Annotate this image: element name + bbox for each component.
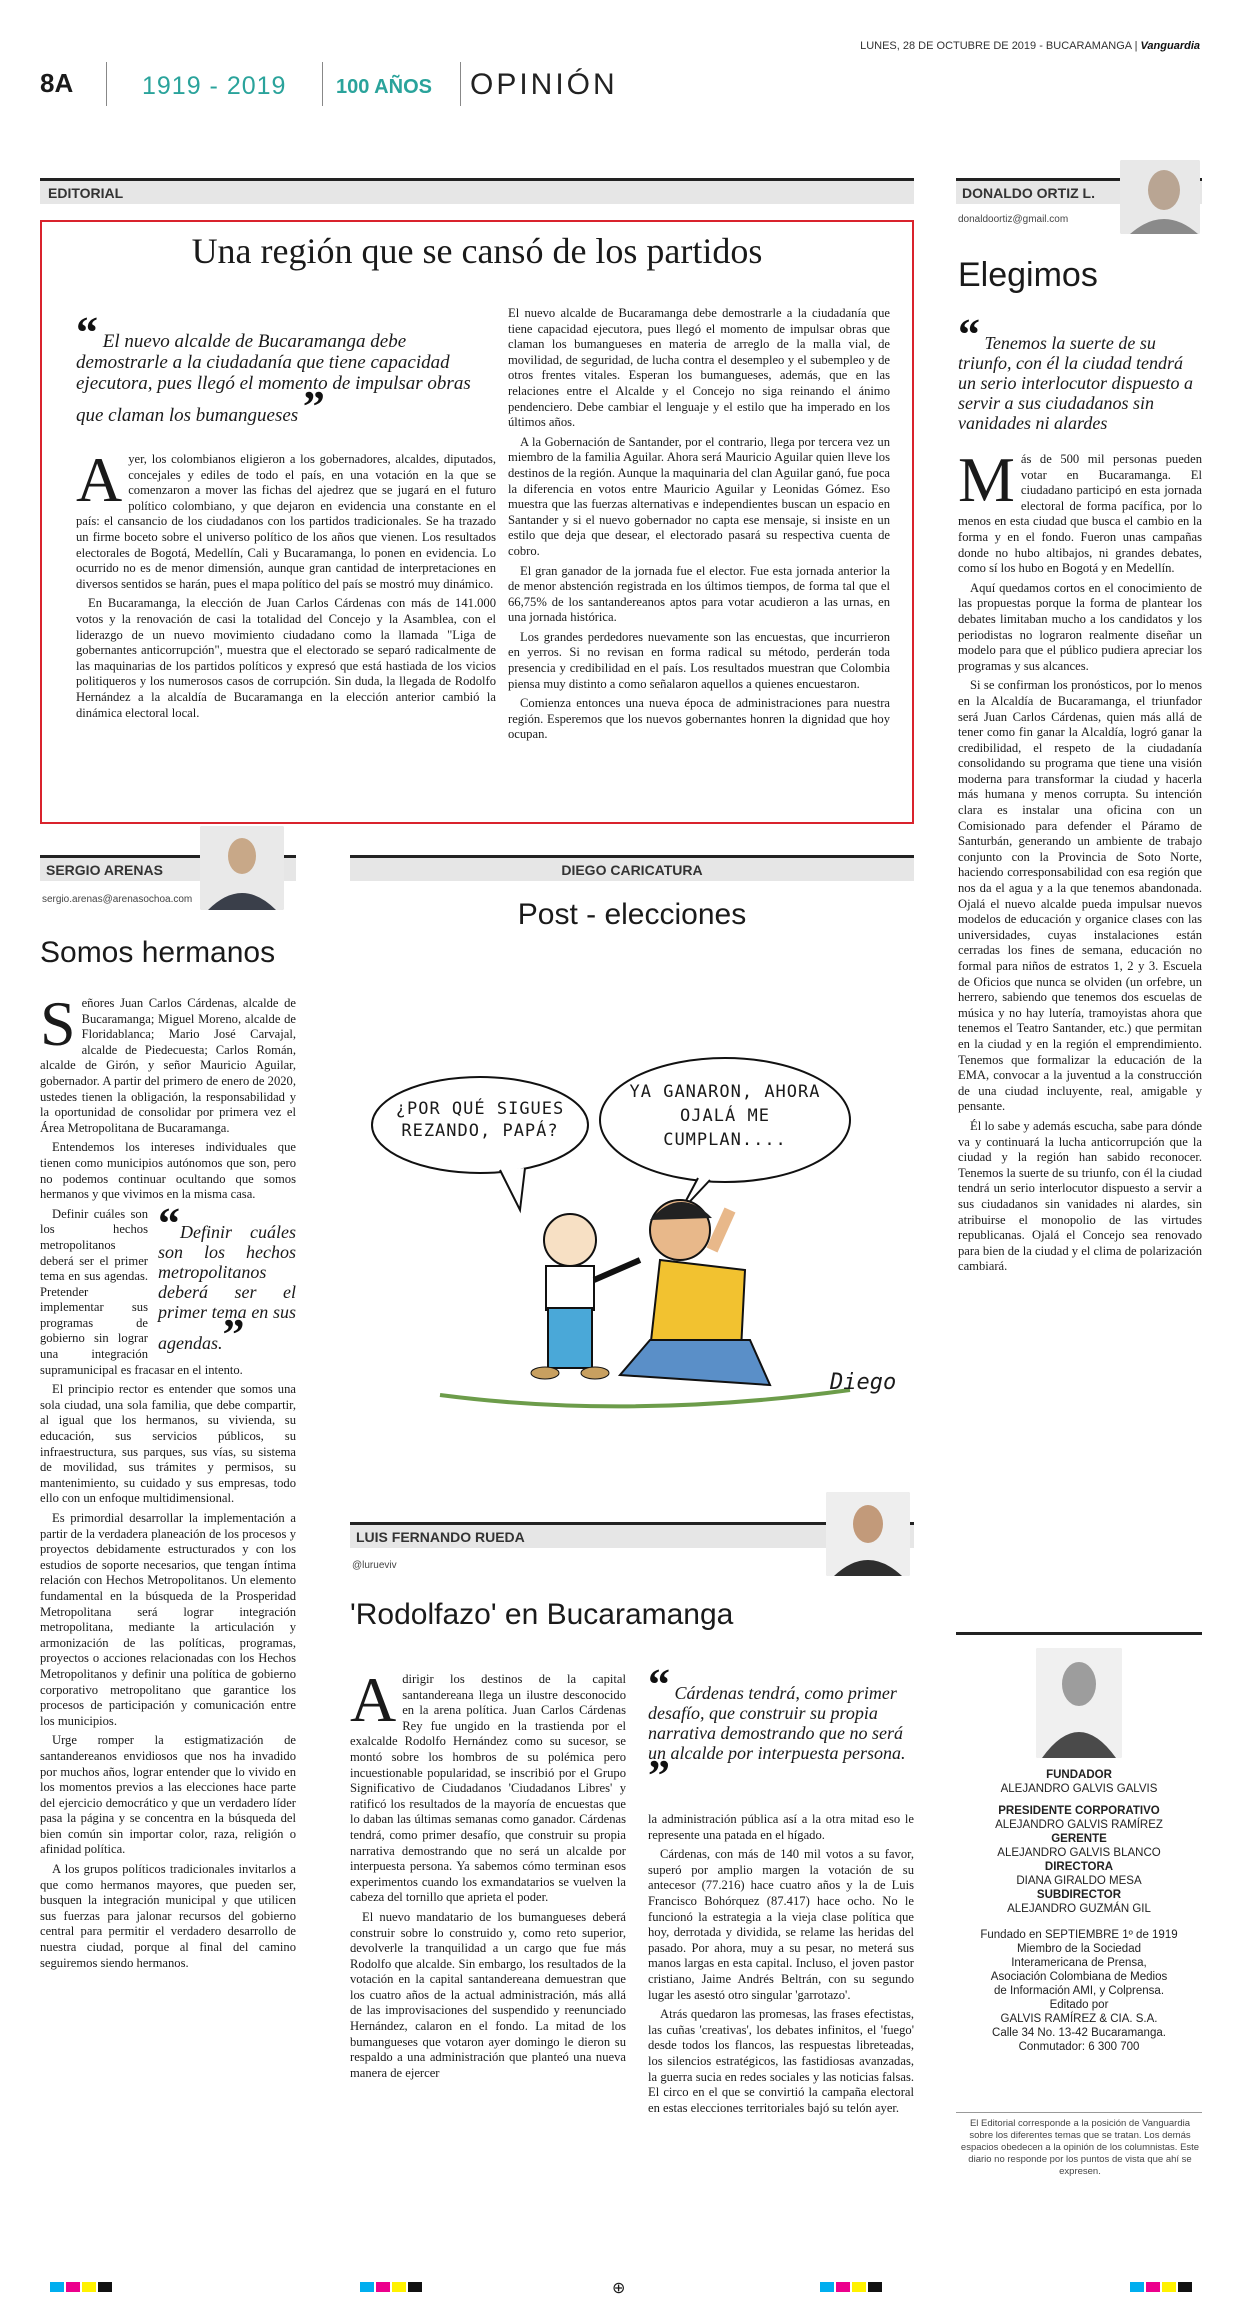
page-header [40, 40, 1200, 110]
sergio-avatar [200, 826, 284, 910]
bubble-left-text: ¿POR QUÉ SIGUES REZANDO, PAPÁ? [395, 1099, 565, 1141]
registration-mark [852, 2282, 866, 2292]
cartoonist-signature: Diego [830, 1370, 897, 1395]
editorial-para: El gran ganador de la jornada fue el elector. Fue esta jornada anterior la de menor abstención registrada en los últimos tiempos, de forma tal que el 66,75% de los santandereanos aptos para votar acudieron a las urnas, en una jornada histórica. [508, 563, 890, 625]
close-quote-icon: ” [302, 382, 325, 431]
date-line [860, 40, 1200, 52]
editorial-col-2 [508, 306, 890, 747]
header-divider-2 [322, 62, 323, 106]
directora-label: DIRECTORA [1044, 1861, 1114, 1873]
registration-mark [820, 2282, 834, 2292]
editorial-label: EDITORIAL [48, 185, 124, 201]
portrait-icon [1120, 160, 1200, 234]
disclaimer: El Editorial corresponde a la posición de Vanguardia sobre los diferentes temas que se tratan. Los demás espacios obedecen a la opinión de los columnistas. Este diario no responde por los puntos de vista que ahí se expresen. [960, 2118, 1200, 2177]
caricatura-label-bar [350, 855, 914, 881]
sergio-para [40, 988, 296, 1136]
open-quote-icon: “ [958, 310, 980, 359]
anniversary-logo [336, 68, 432, 100]
registration-mark [1162, 2282, 1176, 2292]
registration-mark [50, 2282, 64, 2292]
open-quote-icon: “ [158, 1198, 180, 1248]
registration-mark [1130, 2282, 1144, 2292]
registration-mark [1146, 2282, 1160, 2292]
donaldo-email[interactable]: donaldoortiz@gmail.com [958, 214, 1069, 225]
directora-name: DIANA GIRALDO MESA [1016, 1875, 1142, 1887]
editorial-para: En Bucaramanga, la elección de Juan Carlos Cárdenas con más de 141.000 votos y la renovación de casi la totalidad del Concejo y la Asamblea, con el liderazgo de un nuevo movimiento ciudadano como la llamada "Liga de gobernantes anticorrupción", muestra que el electorado se separó radicalmente de las maquinarias de los partidos políticos y expresó que está hastiada de los vicios politiqueros y los numerosos casos de corrupción. Sin duda, la llegada de Rodolfo Hernández a la alcaldía de Bucaramanga en la elección anterior cambió la dinámica electoral local. [76, 596, 496, 720]
registration-mark [66, 2282, 80, 2292]
masthead-rule [956, 1632, 1202, 1635]
disclaimer-rule [956, 2112, 1202, 2113]
date-text: LUNES, 28 DE OCTUBRE DE 2019 - BUCARAMANGA [860, 40, 1132, 52]
rueda-dropcap: A [350, 1664, 397, 1735]
donaldo-para: Él lo sabe y además escucha, sabe para dónde va y continuará la lucha anticorrupción que la ciudad y la región han sabido reconocer. Tenemos la suerte de su triunfo, con él la ciudad tendrá un serio interlocutor dispuesto a servir a sus ciudadanos sin vanidades ni alardes, sin atribuirse el monopolio de las virtudes republicanas. Ojalá el Concejo sea renovado para bien de la ciudad y el clima de polarización cambiará. [958, 1118, 1202, 1274]
registration-mark [408, 2282, 422, 2292]
donaldo-label: DONALDO ORTIZ L. [962, 185, 1095, 201]
registration-strip [40, 2278, 1200, 2297]
founder-photo [1036, 1648, 1122, 1758]
member-line: Asociación Colombiana de Medios [990, 1971, 1168, 1983]
sergio-dropcap: S [40, 988, 76, 1059]
rueda-label: LUIS FERNANDO RUEDA [356, 1529, 525, 1545]
bubble-right-text: YA GANARON, AHORA OJALÁ ME CUMPLAN.... [629, 1082, 821, 1150]
rueda-para-text: dirigir los destinos de la capital santandereana llega un ilustre desconocido en la arena política. Juan Carlos Cárdenas Rey fue ungido en la trastienda por el exalcalde Rodolfo Hernández como su sucesor, se montó sobre los hombros de su polémica pero incuestionable popularidad, se inscribió por el Grupo Significativo de Ciudadanos 'Ciudadanos Libres' y ratificó los resultados de la mayoría de encuestas que lo daban las últimas semanas como ganador. Cárdenas tendrá, como primer desafío, que construir su propia narrativa demostrando que no será un alcalde por interpuesta persona. Ya sabemos cómo terminan esos experimentos cuando los exmandatarios se vuelven la cabeza del tornillo que aprieta el poder. [350, 1672, 626, 1905]
phone-line: Conmutador: 6 300 700 [1018, 2041, 1140, 2053]
registration-mark [360, 2282, 374, 2292]
page-number: 8A [40, 68, 74, 98]
donaldo-body [958, 444, 1202, 1279]
rueda-col-1 [350, 1664, 626, 2085]
editor-line: Editado por [1049, 1999, 1109, 2011]
sergio-email[interactable]: sergio.arenas@arenasochoa.com [42, 894, 193, 905]
donaldo-dropcap: M [958, 444, 1015, 515]
registration-mark [376, 2282, 390, 2292]
sergio-quote-text: Definir cuáles son los hechos metropolitanos deberá ser el primer tema en sus agendas. [158, 1221, 296, 1353]
registration-mark [868, 2282, 882, 2292]
sergio-para: El principio rector es entender que somos una sola ciudad, una sola familia, que debe compartir, al igual que los hermanos, su vivienda, su educación, sus servicios públicos, su infraestructura, sus parques, sus vías, su sistema de movilidad, sus trámites y permisos, su mantenimiento, su cuidado y sus empresas, todo ello con un enfoque multidimensional. [40, 1382, 296, 1506]
member-line: de Información AMI, y Colprensa. [993, 1985, 1165, 1997]
close-quote-icon: ” [222, 1309, 245, 1359]
gerente-name: ALEJANDRO GALVIS BLANCO [997, 1847, 1161, 1859]
separator: | [1134, 40, 1141, 52]
rueda-para: Atrás quedaron las promesas, las frases efectistas, las cuñas 'creativas', los debates infinitos, el 'fuego' desde todos los flancos, las respuestas libreteadas, los silencios estratégicos, las fastidiosas avanzadas, la guerra sucia en redes sociales y las noticias falsas. El circo en el que se convirtió la campaña electoral en estas elecciones territoriales bajó su telón ayer. [648, 2007, 914, 2115]
sergio-para-text: eñores Juan Carlos Cárdenas, alcalde de Bucaramanga; Miguel Moreno, alcalde de Floridablanca; Mario José Carvajal, alcalde de Piedecuesta; Carlos Román, alcalde de Girón, y señor Mauricio Aguilar, gobernador. A partir del primero de enero de 2020, ustedes tienen la obligación, la responsabilidad y la oportunidad de consolidar por primera vez el Área Metropolitana de Bucaramanga. [40, 996, 296, 1135]
rueda-para: la administración pública así a la otra mitad eso le represente una patada en el hígado. [648, 1812, 914, 1842]
header-divider [106, 62, 107, 106]
open-quote-icon: “ [76, 308, 98, 357]
registration-mark [392, 2282, 406, 2292]
sergio-para: Entendemos los intereses individuales que tienen como municipios autónomos que son, pero no podemos continuar ocultando que somos hermanos y que vivimos en la misma casa. [40, 1140, 296, 1202]
sergio-para: Urge romper la estigmatización de santandereanos envidiosos que nos ha invadido por muchos años, lograr entender que lo vivido en los momentos previos a las elecciones hace parte del ejercicio democrático y que un verdadero líder pasa la página y se concentra en la búsqueda del bien común sin importar color, raza, religión o afinidad política. [40, 1733, 296, 1857]
gerente-label: GERENTE [1051, 1833, 1107, 1845]
donaldo-para: Si se confirman los pronósticos, por lo menos en la Alcaldía de Bucaramanga, el triunfador será Juan Carlos Cárdenas, quien más allá de tener como fin ganar la Alcaldía, logró ganar la credibilidad, el respeto de la ciudadanía consolidando su programa que tiene una visión moderna para transformar la ciudad y hacerla más humana y menos corrupta. Su intención clara es instalar una oficina con un Comisionado para defender el Páramo de Santurbán, generando un ambiente de trabajo conjunto con la Provincia de Soto Norte, haciendo corresponsabilidad con esa región que nos da el agua y a la que tenemos abandonada. Ojalá el nuevo alcalde pueda impulsar nuevos modelos de educación y organice clases con las universidades, cuyas instalaciones están cerradas los fines de semana, educación no formal para niños de estratos 1, 2 y 3. Escuela de Oficios que nunca se olviden (un orfebre, un herrero, sabiendo que tenemos dos escuelas de música y no hay lutería, tramoyistas ahora que tenemos el Teatro Santander, etc.) que permitan en la ciudad y en la región el emprendimiento. Tenemos que formalizar la educación de la EMA, convocar a la juventud a la construcción de una ciudad incluyente, real, amigable y pensante. [958, 678, 1202, 1114]
editorial-para: Comienza entonces una nueva época de administraciones para nuestra región. Esperemos que los nuevos gobernantes honren la dignidad que hoy ocupan. [508, 696, 890, 742]
rueda-quote-text: Cárdenas tendrá, como primer desafío, que construir su propia narrativa demostrando que no será un alcalde por interpuesta persona. [648, 1683, 906, 1763]
registration-mark [836, 2282, 850, 2292]
editorial-para: El nuevo alcalde de Bucaramanga debe demostrarle a la ciudadanía que tiene capacidad ejecutora, pues llegó el momento de impulsar obras que claman los bumangueses en materia de arreglo de la malla vial, de movilidad, de seguridad, de lucha contra el desempleo y el subempleo y de otros frentes vitales. Esperan los bumangueses, además, que en las relaciones entre el Alcalde y el Concejo no siga reinando el ánimo pendenciero. Debe cambiar el lenguaje y el estilo que ha imperado en los últimos años. [508, 306, 890, 430]
rueda-avatar [826, 1492, 910, 1576]
editorial-label-bar [40, 178, 914, 204]
rueda-para [350, 1664, 626, 1906]
editorial-quote-text: El nuevo alcalde de Bucaramanga debe demostrarle a la ciudadanía que tiene capacidad ejecutora, pues llegó el momento de impulsar obras que claman los bumangueses [76, 331, 471, 426]
donaldo-para: Aquí quedamos cortos en el conocimiento de las propuestas porque la forma de plantear los debates limitaban mucho a los candidatos y los periodistas no lograron realmente diseñar un modelo para que el público pudiera apreciar los programas y sus alcances. [958, 580, 1202, 673]
donaldo-avatar [1120, 160, 1200, 234]
editorial-pull-quote [76, 308, 476, 431]
sergio-para: Es primordial desarrollar la implementación a partir de la verdadera planeación de los procesos y proyectos debidamente estructurados y con los estudios de soporte necesarios, que tengan íntima relación con Hechos Metropolitanos. Un elemento fundamental en la búsqueda de la Prosperidad Metropolitana será lograr integración metropolitana, mediante la articulación y armonización de las políticas, programas, proyectos o acciones relacionadas con los Hechos Metropolitanos y definir una política de gobierno corporativo metropolitano que garantice los procesos de participación y comunicación entre los municipios. [40, 1511, 296, 1728]
sergio-para: A los grupos políticos tradicionales invitarlos a que como hermanos mayores, que pueden ser, busquen la integración municipal y que utilicen sus fuerzas para jalonar recursos del gobierno central para permitir el verdadero desarrollo de nuestra ciudad, porque al final del camino seguiremos siendo hermanos. [40, 1862, 296, 1970]
subdirector-label: SUBDIRECTOR [1036, 1889, 1122, 1901]
donaldo-pull-quote [958, 310, 1202, 433]
editorial-para: A la Gobernación de Santander, por el contrario, llega por tercera vez un miembro de la familia Aguilar. Ahora será Mauricio Aguilar quien lleve los destinos de la región. Aunque la maquinaria del clan Aguilar ganó, fue poca la diferencia en votos entre Mauricio Aguilar y Leonidas Gómez. Eso muestra que las fuerzas alternativas e independientes buscan un espacio en Santander y si el nuevo gobernador no capta ese mensaje, si insiste en un estilo que deja que desear, el electorado pasará su respectiva cuenta de cobro. [508, 434, 890, 558]
editor-line: GALVIS RAMÍREZ & CIA. S.A. [1000, 2013, 1158, 2025]
section-title: OPINIÓN [470, 68, 618, 101]
rueda-handle[interactable]: @lurueviv [352, 1560, 397, 1571]
address-line: Calle 34 No. 13-42 Bucaramanga. [992, 2027, 1166, 2039]
fundador-name: ALEJANDRO GALVIS GALVIS [1000, 1783, 1158, 1795]
sergio-para-text: Definir cuáles son los hechos metropolitanos deberá ser el primer tema en sus agendas. Pretender implementar sus programas de gobierno sin lograr una integración supramunicipal es fracasar en el intento. [40, 1206, 243, 1377]
sergio-label: SERGIO ARENAS [46, 862, 163, 878]
founder-portrait-icon [1036, 1648, 1122, 1758]
donaldo-headline: Elegimos [958, 256, 1098, 294]
rueda-pull-quote [648, 1660, 914, 1800]
editorial-box [40, 220, 914, 824]
registration-mark [1178, 2282, 1192, 2292]
editorial-para: Los grandes perdedores nuevamente son las encuestas, que incurrieron en yerros. Si no revisan en forma radical su método, perderán toda presencia y credibilidad en el país. Los resultados muestran que Colombia piensa muy distinto a como señalaron aquellos a quienes encuestaron. [508, 629, 890, 691]
registration-mark [98, 2282, 112, 2292]
member-line: Miembro de la Sociedad [1016, 1943, 1141, 1955]
fundador-label: FUNDADOR [1046, 1769, 1112, 1781]
caricatura-label: DIEGO CARICATURA [561, 862, 703, 878]
presidente-label: PRESIDENTE CORPORATIVO [998, 1805, 1160, 1817]
header-divider-3 [460, 62, 461, 106]
portrait-icon [200, 826, 284, 910]
editorial-col-1 [76, 444, 496, 725]
caricatura-headline: Post - elecciones [517, 898, 747, 931]
editorial-headline: Una región que se cansó de los partidos [191, 231, 763, 271]
rueda-para: Cárdenas, con más de 140 mil votos a su favor, superó por amplio margen la votación de su antecesor (77.216) hace cuatro años y la de Luis Francisco Bohórquez (87.417) hace ocho. No le funcionó la estrategia a la vieja clase política que hoy, derrotada y dividida, se relame las heridas del pasado. Por ahora, muy a su pesar, no meterá sus manos largas en esta capital. Incluso, el joven pastor cristiano, Jaime Andrés Beltrán, con su segundo lugar les asestó otro singular 'garrotazo'. [648, 1847, 914, 2002]
donaldo-quote-text: Tenemos la suerte de su triunfo, con él la ciudad tendrá un serio interlocutor dispuesto a servir a sus ciudadanos sin vanidades ni alardes [958, 333, 1193, 433]
sergio-body [40, 988, 296, 1975]
presidente-name: ALEJANDRO GALVIS RAMÍREZ [995, 1819, 1163, 1831]
rueda-headline: 'Rodolfazo' en Bucaramanga [350, 1598, 734, 1631]
editorial-dropcap: A [76, 444, 123, 515]
sergio-pull-quote [158, 1198, 296, 1359]
sergio-para [40, 1198, 296, 1379]
close-quote-icon: ” [648, 1751, 670, 1800]
editorial-para-text: yer, los colombianos eligieron a los gobernadores, alcaldes, diputados, concejales y ediles de todo el país, en una votación en la que se comenzaron a mover las fichas del ajedrez que se jugará en el futuro político colombiano, y que dejaron en evidencia una constante en el país: el cansancio de los ciudadanos con los partidos tradicionales. Se ha trazado un firme boceto sobre el universo político de los años que vienen. Los resultados electorales de Bogotá, Medellín, Cali y Bucaramanga, lo ponen en evidencia. Lo ocurrido no es de menor dimensión, aunque gran cantidad de interpretaciones en diversos sentidos se harán, pues el mapa político del país se mostró muy dinámico. [76, 452, 496, 591]
anniversary-logo-text: 100 AÑOS [336, 76, 432, 98]
cartoon [350, 1040, 914, 1460]
rueda-col-2 [648, 1812, 914, 2120]
subdirector-name: ALEJANDRO GUZMÁN GIL [1007, 1903, 1151, 1915]
donaldo-para [958, 444, 1202, 577]
founded-line: Fundado en SEPTIEMBRE 1º de 1919 [980, 1929, 1178, 1941]
sergio-headline: Somos hermanos [40, 936, 276, 969]
portrait-icon [826, 1492, 910, 1576]
crosshair-icon: ⊕ [612, 2278, 626, 2297]
registration-mark [82, 2282, 96, 2292]
masthead [956, 1768, 1202, 2054]
donaldo-para-text: ás de 500 mil personas pueden votar en Bucaramanga. El ciudadano participó en esta jornada electoral de forma pacífica, por lo menos en esta ciudad que busca el cambio en la forma y en el fondo. Fueron unas campañas donde no hubo altibajos, ni grandes debates, como sí los hubo en Bogotá y en Medellín. [958, 452, 1202, 576]
editorial-para [76, 444, 496, 592]
brand-logo: Vanguardia [1140, 40, 1200, 52]
rueda-para: El nuevo mandatario de los bumangueses deberá construir sobre lo construido y, como reto superior, devolverle la tranquilidad a un cargo que fue más Rodolfo que alcalde. Sin embargo, los resultados de la votación en la capital santandereana demuestran que los cuatro años de la actual administración, más allá de las improvisaciones del suspendido y reenunciado Hernández, calaron en el fondo. La mitad de los bumangueses que votaron ayer domingo le dieron su respaldo a una administración que planteó una nueva manera de ejercer [350, 1909, 626, 2080]
header-years: 1919 - 2019 [142, 72, 287, 100]
member-line: Interamericana de Prensa, [1011, 1957, 1147, 1969]
open-quote-icon: “ [648, 1660, 670, 1709]
